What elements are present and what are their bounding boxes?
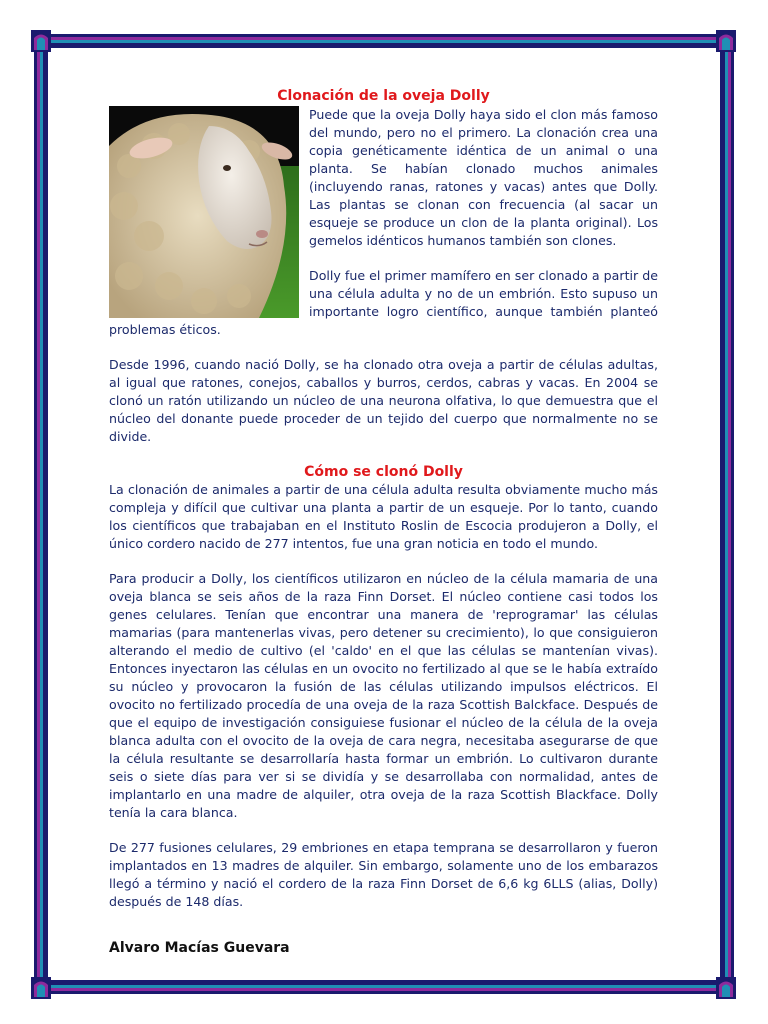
document-body: [109, 86, 658, 928]
page-border-top: [46, 34, 722, 48]
sheep-photo: [109, 106, 299, 318]
intro-paragraph: Desde 1996, cuando nació Dolly, se ha clonado otra oveja a partir de células adultas, al igual que ratones, conejos, caballos y burros, cerdos, cabras y vacas. En 2004 se clonó un ratón utilizando un núcleo de una neurona olfativa, lo que demuestra que el núcleo del donante puede proceder de un tejido del cuerpo que normalmente no se divide.: [109, 357, 658, 444]
corner-ornament-icon: [716, 30, 736, 52]
page-border-left: [34, 46, 48, 982]
section-heading: Cómo se clonó Dolly: [304, 464, 463, 480]
page-title: Clonación de la oveja Dolly: [277, 88, 490, 104]
corner-ornament-icon: [31, 30, 51, 52]
body-paragraph: Para producir a Dolly, los científicos utilizaron en núcleo de la célula mamaria de una oveja blanca se seis años de la raza Finn Dorset. El núcleo contiene casi todos los genes celulares. Tenían que encontrar una manera de 'reprogramar' las células mamarias (para mantenerlas vivas, pero detener su crecimiento), lo que consiguieron alterando el medio de cultivo (el 'caldo' en el que las células se mantenían vivas). Entonces inyectaron las células en un ovocito no fertilizado al que se le había extraído su núcleo y provocaron la fusión de las células utilizando impulsos eléctricos. El ovocito no fertilizado procedía de una oveja de la raza Scottish Balckface. Después de que el equipo de investigación consiguiese fusionar el núcleo de la célula de la oveja blanca adulta con el ovocito de la oveja de cara negra, necesitaba asegurarse de que la célula resultante se desarrollaría hasta formar un embrión. Lo cultivaron durante seis o siete días para ver si se dividía y se desarrollaba con normalidad, antes de implantarlo en una madre de alquiler, otra oveja de la raza Scottish Blackface. Dolly tenía la cara blanca.: [109, 571, 658, 820]
corner-ornament-icon: [31, 977, 51, 999]
intro-paragraph: Puede que la oveja Dolly haya sido el clon más famoso del mundo, pero no el primero. La clonación crea una copia genéticamente idéntica de un animal o una planta. Se habían clonado muchos animales (incluyendo ranas, ratones y vacas) antes que Dolly. Las plantas se clonan con frecuencia (al sacar un esqueje se produce un clon de la planta original). Los gemelos idénticos humanos también son clones.: [309, 107, 658, 248]
page-border-right: [720, 46, 734, 982]
corner-ornament-icon: [716, 977, 736, 999]
intro-paragraph: Dolly fue el primer mamífero en ser clonado a partir de una célula adulta y no de un embrión. Esto supuso un importante logro científico, aunque también planteó problemas éticos.: [109, 268, 658, 337]
body-paragraph: De 277 fusiones celulares, 29 embriones en etapa temprana se desarrollaron y fueron implantados en 13 madres de alquiler. Sin embargo, solamente uno de los embarazos llegó a término y nació el cordero de la raza Finn Dorset de 6,6 kg 6LLS (alias, Dolly) después de 148 días.: [109, 840, 658, 909]
body-paragraph: La clonación de animales a partir de una célula adulta resulta obviamente mucho más compleja y difícil que cultivar una planta a partir de un esqueje. Por lo tanto, cuando los científicos que trabajaban en el Instituto Roslin de Escocia produjeron a Dolly, el único cordero nacido de 277 intentos, fue una gran noticia en todo el mundo.: [109, 482, 658, 551]
page-border-bottom: [46, 980, 722, 994]
author-name: Alvaro Macías Guevara: [109, 940, 290, 956]
